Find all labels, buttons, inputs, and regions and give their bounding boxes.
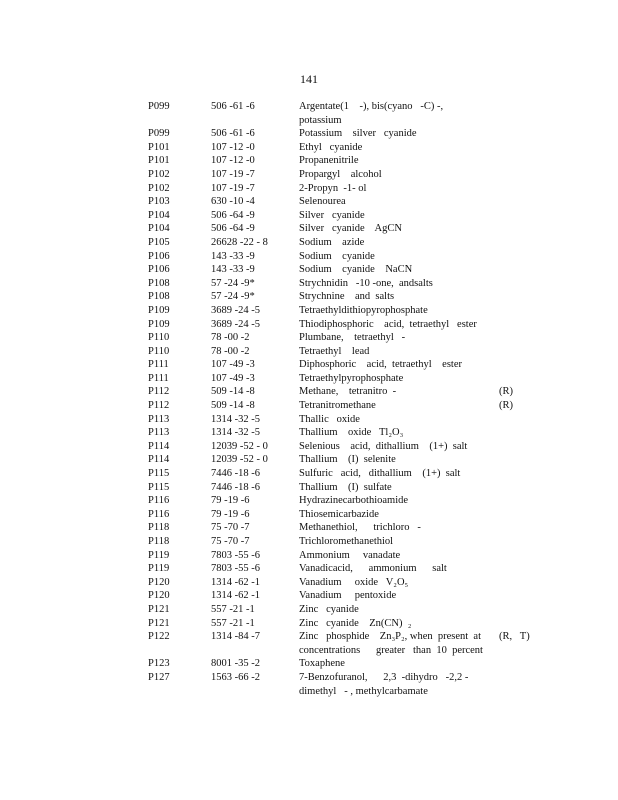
substance-name-cell: Thallium (I) sulfate: [299, 481, 392, 493]
cas-number-cell: 509 -14 -8: [211, 386, 255, 398]
substance-name-cell: Methanethiol, trichloro -: [299, 522, 421, 534]
table-row: [148, 304, 568, 318]
table-row: [148, 263, 568, 277]
cas-number-cell: 57 -24 -9*: [211, 277, 255, 289]
table-row: [148, 385, 568, 399]
substance-name-cell: dimethyl - , methylcarbamate: [299, 685, 428, 697]
cas-number-cell: 630 -10 -4: [211, 196, 255, 208]
table-row: [148, 521, 568, 535]
cas-number-cell: 557 -21 -1: [211, 603, 255, 615]
substance-name-cell: Propargyl alcohol: [299, 168, 382, 180]
waste-code-cell: P122: [148, 631, 170, 643]
waste-code-cell: P111: [148, 372, 169, 384]
waste-code-cell: P121: [148, 603, 170, 615]
waste-code-cell: P114: [148, 454, 170, 466]
table-row: [148, 100, 568, 114]
cas-number-cell: 509 -14 -8: [211, 400, 255, 412]
substance-name-cell: Sulfuric acid, dithallium (1+) salt: [299, 468, 461, 480]
waste-code-cell: [148, 114, 211, 128]
table-row: [148, 372, 568, 386]
table-row: [148, 277, 568, 291]
waste-code-cell: P115: [148, 468, 170, 480]
waste-code-cell: P101: [148, 155, 170, 167]
cas-number-cell: 107 -12 -0: [211, 155, 255, 167]
cas-number-cell: 7803 -55 -6: [211, 563, 260, 575]
cas-number-cell: 143 -33 -9: [211, 250, 255, 262]
waste-code-cell: [148, 685, 211, 699]
waste-code-cell: P099: [148, 128, 170, 140]
substance-name-cell: Tetranitromethane: [299, 400, 376, 412]
cas-number-cell: 107 -19 -7: [211, 182, 255, 194]
substance-name-cell: Tetraethylpyrophosphate: [299, 372, 404, 384]
substance-name-cell: Vanadium oxide V₂O₅: [299, 576, 409, 588]
substance-name-cell: 7-Benzofuranol, 2,3 -dihydro -2,2 -: [299, 671, 469, 683]
substance-name-cell: Tetraethyldithiopyrophosphate: [299, 304, 428, 316]
table-row: [148, 195, 568, 209]
table-row: [148, 453, 568, 467]
cas-number-cell: 12039 -52 - 0: [211, 440, 268, 452]
waste-code-cell: P123: [148, 658, 170, 670]
waste-code-cell: P115: [148, 481, 170, 493]
table-row: [148, 481, 568, 495]
waste-code-cell: P113: [148, 427, 170, 439]
waste-code-cell: P116: [148, 495, 170, 507]
substance-name-cell: Strychnidin -10 -one, andsalts: [299, 277, 433, 289]
table-row: [148, 494, 568, 508]
table-row: [148, 685, 568, 699]
cas-number-cell: 57 -24 -9*: [211, 291, 255, 303]
waste-code-cell: P119: [148, 563, 170, 575]
substance-name-cell: 2-Propyn -1- ol: [299, 182, 367, 194]
waste-code-cell: P109: [148, 304, 170, 316]
waste-code-cell: P109: [148, 318, 170, 330]
waste-code-cell: P121: [148, 617, 170, 629]
waste-code-cell: P110: [148, 332, 170, 344]
cas-number-cell: 79 -19 -6: [211, 508, 250, 520]
cas-number-cell: 1314 -62 -1: [211, 590, 260, 602]
cas-number-cell: 75 -70 -7: [211, 536, 250, 547]
substance-name-cell: Sodium cyanide: [299, 250, 375, 262]
substance-name-cell: Thiodiphosphoric acid, tetraethyl ester: [299, 318, 477, 330]
table-row: [148, 467, 568, 481]
substance-name-cell: Toxaphene: [299, 658, 345, 670]
substance-name-cell: Selenious acid, dithallium (1+) salt: [299, 440, 468, 452]
table-row: [148, 535, 568, 549]
cas-number-cell: 7803 -55 -6: [211, 549, 260, 561]
table-row: [148, 576, 568, 590]
cas-number-cell: 7446 -18 -6: [211, 468, 260, 480]
waste-code-cell: P108: [148, 277, 170, 289]
substance-name-cell: Methane, tetranitro -: [299, 386, 397, 398]
waste-code-cell: P127: [148, 671, 170, 683]
table-row: [148, 331, 568, 345]
substance-name-cell: Ammonium vanadate: [299, 549, 401, 561]
substance-name-cell: Thallium oxide Tl₂O₃: [299, 427, 404, 439]
cas-number-cell: 506 -64 -9: [211, 209, 255, 221]
substance-name-cell: Trichloromethanethiol: [299, 536, 394, 547]
cas-number-cell: 107 -19 -7: [211, 168, 255, 180]
waste-code-cell: P111: [148, 359, 169, 371]
table-row: [148, 358, 568, 372]
table-row: [148, 440, 568, 454]
table-row: [148, 549, 568, 563]
table-row: [148, 290, 568, 304]
waste-code-cell: P119: [148, 549, 170, 561]
substance-name-cell: Thiosemicarbazide: [299, 508, 379, 520]
hazard-code-cell: (R, T): [499, 631, 530, 643]
cas-number-cell: 75 -70 -7: [211, 522, 250, 534]
substance-name-cell: Strychnine and salts: [299, 291, 395, 303]
substance-name-cell: Vanadicacid, ammonium salt: [299, 563, 447, 575]
cas-number-cell: 1563 -66 -2: [211, 671, 260, 683]
cas-number-cell: 12039 -52 - 0: [211, 454, 268, 466]
substance-name-cell: Vanadium pentoxide: [299, 590, 397, 602]
cas-number-cell: [211, 644, 299, 658]
hazard-code-cell: (R): [499, 400, 513, 412]
table-row: [148, 617, 568, 631]
waste-code-cell: P113: [148, 413, 170, 425]
waste-code-cell: P120: [148, 576, 170, 588]
substance-name-cell: Plumbane, tetraethyl -: [299, 332, 406, 344]
cas-number-cell: 8001 -35 -2: [211, 658, 260, 670]
waste-code-cell: P104: [148, 223, 170, 235]
table-row: [148, 671, 568, 685]
substance-name-cell: Propanenitrile: [299, 155, 359, 167]
table-row: [148, 657, 568, 671]
waste-code-cell: P105: [148, 236, 170, 248]
waste-code-cell: P110: [148, 345, 170, 357]
cas-number-cell: [211, 685, 299, 699]
waste-code-cell: P102: [148, 182, 170, 194]
substance-name-cell: potassium: [299, 114, 342, 126]
table-row: [148, 236, 568, 250]
cas-number-cell: 1314 -84 -7: [211, 631, 260, 643]
cas-number-cell: 506 -61 -6: [211, 128, 255, 140]
waste-code-cell: P106: [148, 250, 170, 262]
table-row: [148, 399, 568, 413]
cas-number-cell: 3689 -24 -5: [211, 304, 260, 316]
substance-name-cell: Silver cyanide: [299, 209, 365, 221]
table-row: [148, 413, 568, 427]
waste-code-cell: P108: [148, 291, 170, 303]
table-row: [148, 168, 568, 182]
waste-code-cell: P118: [148, 536, 170, 547]
cas-number-cell: 1314 -32 -5: [211, 427, 260, 439]
substance-name-cell: Hydrazinecarbothioamide: [299, 495, 409, 507]
waste-code-cell: P112: [148, 400, 170, 412]
waste-code-cell: P112: [148, 386, 170, 398]
cas-number-cell: 78 -00 -2: [211, 345, 250, 357]
substance-name-cell: Sodium cyanide NaCN: [299, 264, 413, 276]
table-row: [148, 589, 568, 603]
table-row: [148, 127, 568, 141]
substance-name-cell: Zinc phosphide Zn₃P₂, when present at: [299, 631, 481, 643]
page-number: 141: [300, 72, 318, 86]
substance-name-cell: Sodium azide: [299, 236, 365, 248]
table-row: [148, 114, 568, 128]
table-row: [148, 644, 568, 658]
substance-name-cell: Ethyl cyanide: [299, 141, 363, 153]
substance-name-cell: Thallium (I) selenite: [299, 454, 396, 466]
substance-name-cell: Thallic oxide: [299, 413, 360, 425]
waste-code-cell: P114: [148, 440, 170, 452]
substance-name-cell: Zinc cyanide: [299, 603, 359, 615]
cas-number-cell: [211, 114, 299, 128]
cas-number-cell: 3689 -24 -5: [211, 318, 260, 330]
cas-number-cell: 26628 -22 - 8: [211, 236, 268, 248]
substance-name-cell: Zinc cyanide Zn(CN) ₂: [299, 617, 412, 629]
table-row: [148, 630, 568, 644]
hazardous-waste-table: [148, 100, 568, 698]
waste-code-cell: P101: [148, 141, 170, 153]
waste-code-cell: [148, 644, 211, 658]
cas-number-cell: 557 -21 -1: [211, 617, 255, 629]
substance-name-cell: Selenourea: [299, 196, 346, 208]
table-row: [148, 250, 568, 264]
hazard-code-cell: (R): [499, 386, 513, 398]
substance-name-cell: concentrations greater than 10 percent: [299, 644, 483, 656]
table-row: [148, 209, 568, 223]
table-row: [148, 508, 568, 522]
waste-code-cell: P104: [148, 209, 170, 221]
cas-number-cell: 1314 -32 -5: [211, 413, 260, 425]
table-row: [148, 141, 568, 155]
substance-name-cell: Argentate(1 -), bis(cyano -C) -,: [299, 101, 444, 112]
cas-number-cell: 107 -49 -3: [211, 359, 255, 371]
substance-name-cell: Tetraethyl lead: [299, 345, 370, 357]
substance-name-cell: Potassium silver cyanide: [299, 128, 417, 140]
waste-code-cell: P103: [148, 196, 170, 208]
cas-number-cell: 107 -12 -0: [211, 141, 255, 153]
cas-number-cell: 1314 -62 -1: [211, 576, 260, 588]
waste-code-cell: P120: [148, 590, 170, 602]
cas-number-cell: 143 -33 -9: [211, 264, 255, 276]
table-row: [148, 345, 568, 359]
waste-code-cell: P118: [148, 522, 170, 534]
table-row: [148, 426, 568, 440]
waste-code-cell: P099: [148, 101, 170, 112]
cas-number-cell: 107 -49 -3: [211, 372, 255, 384]
table-row: [148, 182, 568, 196]
cas-number-cell: 506 -64 -9: [211, 223, 255, 235]
table-row: [148, 154, 568, 168]
cas-number-cell: 78 -00 -2: [211, 332, 250, 344]
substance-name-cell: Diphosphoric acid, tetraethyl ester: [299, 359, 462, 371]
substance-name-cell: Silver cyanide AgCN: [299, 223, 402, 235]
cas-number-cell: 79 -19 -6: [211, 495, 250, 507]
cas-number-cell: 7446 -18 -6: [211, 481, 260, 493]
table-row: [148, 222, 568, 236]
waste-code-cell: P106: [148, 264, 170, 276]
table-row: [148, 318, 568, 332]
table-row: [148, 562, 568, 576]
waste-code-cell: P116: [148, 508, 170, 520]
table-row: [148, 603, 568, 617]
waste-code-cell: P102: [148, 168, 170, 180]
cas-number-cell: 506 -61 -6: [211, 101, 255, 112]
